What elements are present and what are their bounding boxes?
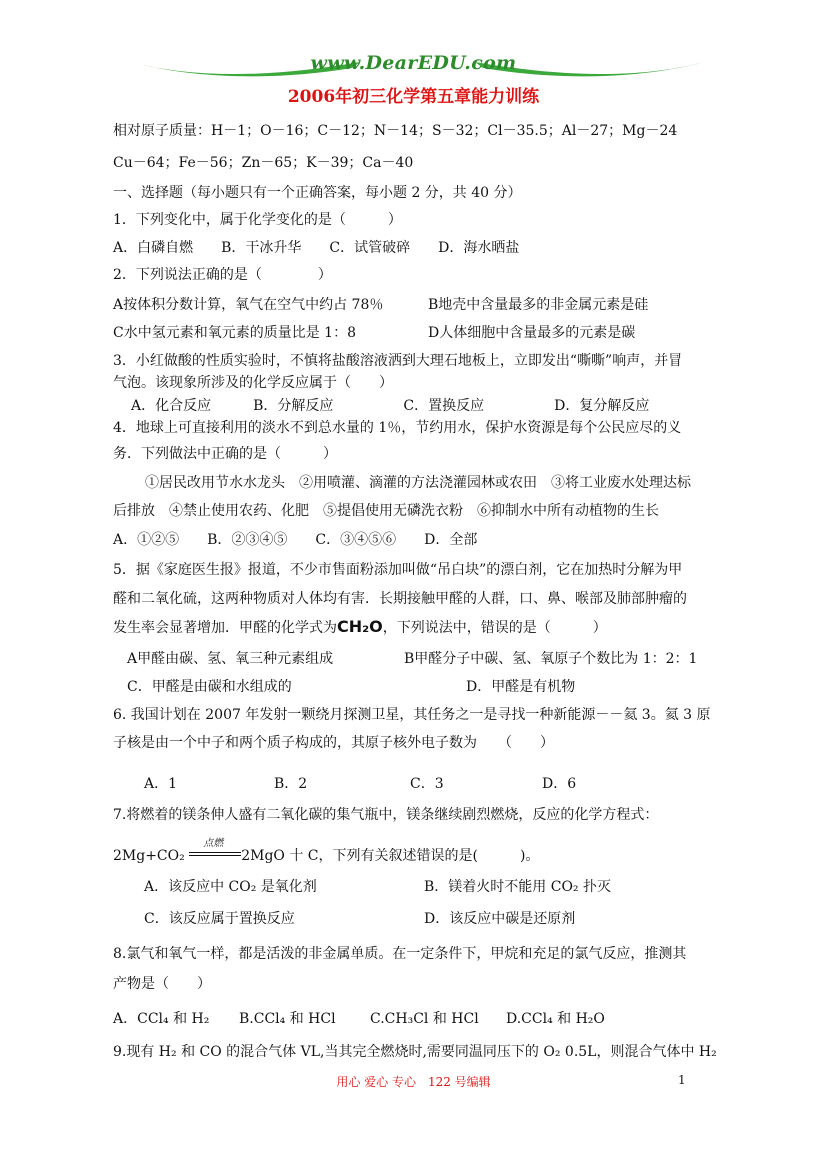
q6-option-d: D．6	[542, 776, 577, 792]
q6-stem-line-2: 子核是由一个中子和两个质子构成的，其原子核外电子数为 （ ）	[113, 735, 554, 751]
reaction-condition-label: 点燃	[203, 838, 224, 849]
q2-option-d: D人体细胞中含量最多的元素是碳	[428, 325, 636, 341]
q5-option-c: C．甲醛是由碳和水组成的	[127, 679, 292, 695]
q9-stem: 9.现有 H₂ 和 CO 的混合气体 VL,当其完全燃烧时,需要同温同压下的 O₂ 0.5L，则混合气体中 H₂	[113, 1044, 717, 1060]
q3-stem-line-1: 3．小红做酸的性质实验时，不慎将盐酸溶液洒到大理石地板上，立即发出“嘶嘶”响声，并冒	[113, 353, 683, 369]
q7-equation	[113, 838, 540, 865]
q8-option-b: B.CCl₄ 和 HCl	[239, 1011, 336, 1027]
q8-stem-line-2: 产物是（ ）	[113, 976, 211, 992]
q7-equation-right: 2MgO 十 C，下列有关叙述错误的是( )。	[241, 848, 540, 864]
q2-option-a: A按体积分数计算，氧气在空气中约占 78％	[113, 297, 384, 313]
q7-option-a: A．该反应中 CO₂ 是氧化剂	[144, 879, 317, 895]
q5-option-d: D．甲醛是有机物	[466, 679, 576, 695]
q8-option-a: A．CCl₄ 和 H₂	[113, 1011, 210, 1027]
q1-stem: 1．下列变化中，属于化学变化的是（ ）	[113, 212, 402, 228]
q5-option-b: B甲醛分子中碳、氢、氧原子个数比为 1：2：1	[404, 651, 698, 667]
q2-option-b: B地壳中含量最多的非金属元素是硅	[428, 297, 649, 313]
q4-stem-line-2: 务．下列做法中正确的是（ ）	[113, 446, 337, 462]
q5-option-a: A甲醛由碳、氢、氧三种元素组成	[127, 651, 334, 667]
page-title: 2006年初三化学第五章能力训练	[287, 87, 540, 107]
q6-stem-line-1: 6. 我国计划在 2007 年发射一颗绕月探测卫星，其任务之一是寻找一种新能源－－氦 3。氦 3 原	[113, 707, 711, 723]
atomic-mass-line-2: Cu－64；Fe－56；Zn－65；K－39；Ca－40	[113, 155, 414, 171]
q2-stem: 2．下列说法正确的是（ ）	[113, 267, 332, 283]
q7-option-d: D．该反应中碳是还原剂	[424, 911, 576, 927]
q5-stem-line-2: 醛和二氧化硫，这两种物质对人体均有害．长期接触甲醛的人群，口、鼻、喉部及肺部肿瘤的	[113, 591, 687, 607]
q6-option-b: B．2	[274, 776, 308, 792]
atomic-mass-line-1: 相对原子质量：H－1；O－16；C－12；N－14；S－32；Cl－35.5；Al－27；Mg－24	[113, 123, 678, 139]
q6-option-a: A．1	[144, 776, 178, 792]
q2-option-c: C水中氢元素和氧元素的质量比是 1：8	[113, 325, 356, 341]
site-logo-text[interactable]: www.DearEDU.com	[310, 52, 517, 74]
q6-option-c: C．3	[410, 776, 444, 792]
q8-option-c: C.CH₃Cl 和 HCl	[370, 1011, 479, 1027]
q4-items-line-1: ①居民改用节水水龙头 ②用喷灌、滴灌的方法浇灌园林或农田 ③将工业废水处理达标	[145, 475, 691, 491]
q7-stem: 7.将燃着的镁条伸人盛有二氧化碳的集气瓶中，镁条继续剧烈燃烧，反应的化学方程式：	[113, 807, 659, 823]
q8-stem-line-1: 8.氯气和氧气一样，都是活泼的非金属单质。在一定条件下，甲烷和充足的氯气反应，推测其	[113, 946, 687, 962]
q8-option-d: D.CCl₄ 和 H₂O	[506, 1011, 605, 1027]
section-heading: 一、选择题（每小题只有一个正确答案，每小题 2 分，共 40 分）	[113, 185, 522, 201]
page-number: 1	[678, 1073, 686, 1087]
formaldehyde-formula: CH₂O	[337, 617, 383, 636]
footer-note: 用心 爱心 专心 122 号编辑	[336, 1075, 491, 1089]
q5-stem-after: ，下列说法中，错误的是（ ）	[382, 620, 607, 636]
q7-option-c: C．该反应属于置换反应	[144, 911, 295, 927]
q3-stem-line-2: 气泡。该现象所涉及的化学反应属于（ ）	[113, 375, 393, 391]
q7-option-b: B．镁着火时不能用 CO₂ 扑灭	[424, 879, 611, 895]
q5-stem-line-1: 5．据《家庭医生报》报道，不少市售面粉添加叫做“吊白块”的漂白剂，它在加热时分解为甲	[113, 562, 683, 578]
q4-stem-line-1: 4．地球上可直接利用的淡水不到总水量的 1％，节约用水，保护水资源是每个公民应尽的义	[113, 420, 682, 436]
q3-options: A．化合反应 B．分解反应 C．置换反应 D．复分解反应	[131, 398, 650, 414]
q7-equation-left: 2Mg+CO₂	[113, 848, 185, 864]
q5-stem-before: 发生率会显著增加．甲醛的化学式为	[113, 620, 337, 636]
q1-options: A．白磷自燃 B．干冰升华 C．试管破碎 D．海水晒盐	[113, 240, 520, 256]
q5-stem-line-3	[113, 618, 607, 637]
q4-options: A．①②⑤ B．②③④⑤ C．③④⑤⑥ D．全部	[113, 532, 478, 548]
q4-items-line-2: 后排放 ④禁止使用农药、化肥 ⑤提倡使用无磷洗衣粉 ⑥抑制水中所有动植物的生长	[113, 503, 659, 519]
reaction-condition-arrow	[189, 838, 241, 862]
